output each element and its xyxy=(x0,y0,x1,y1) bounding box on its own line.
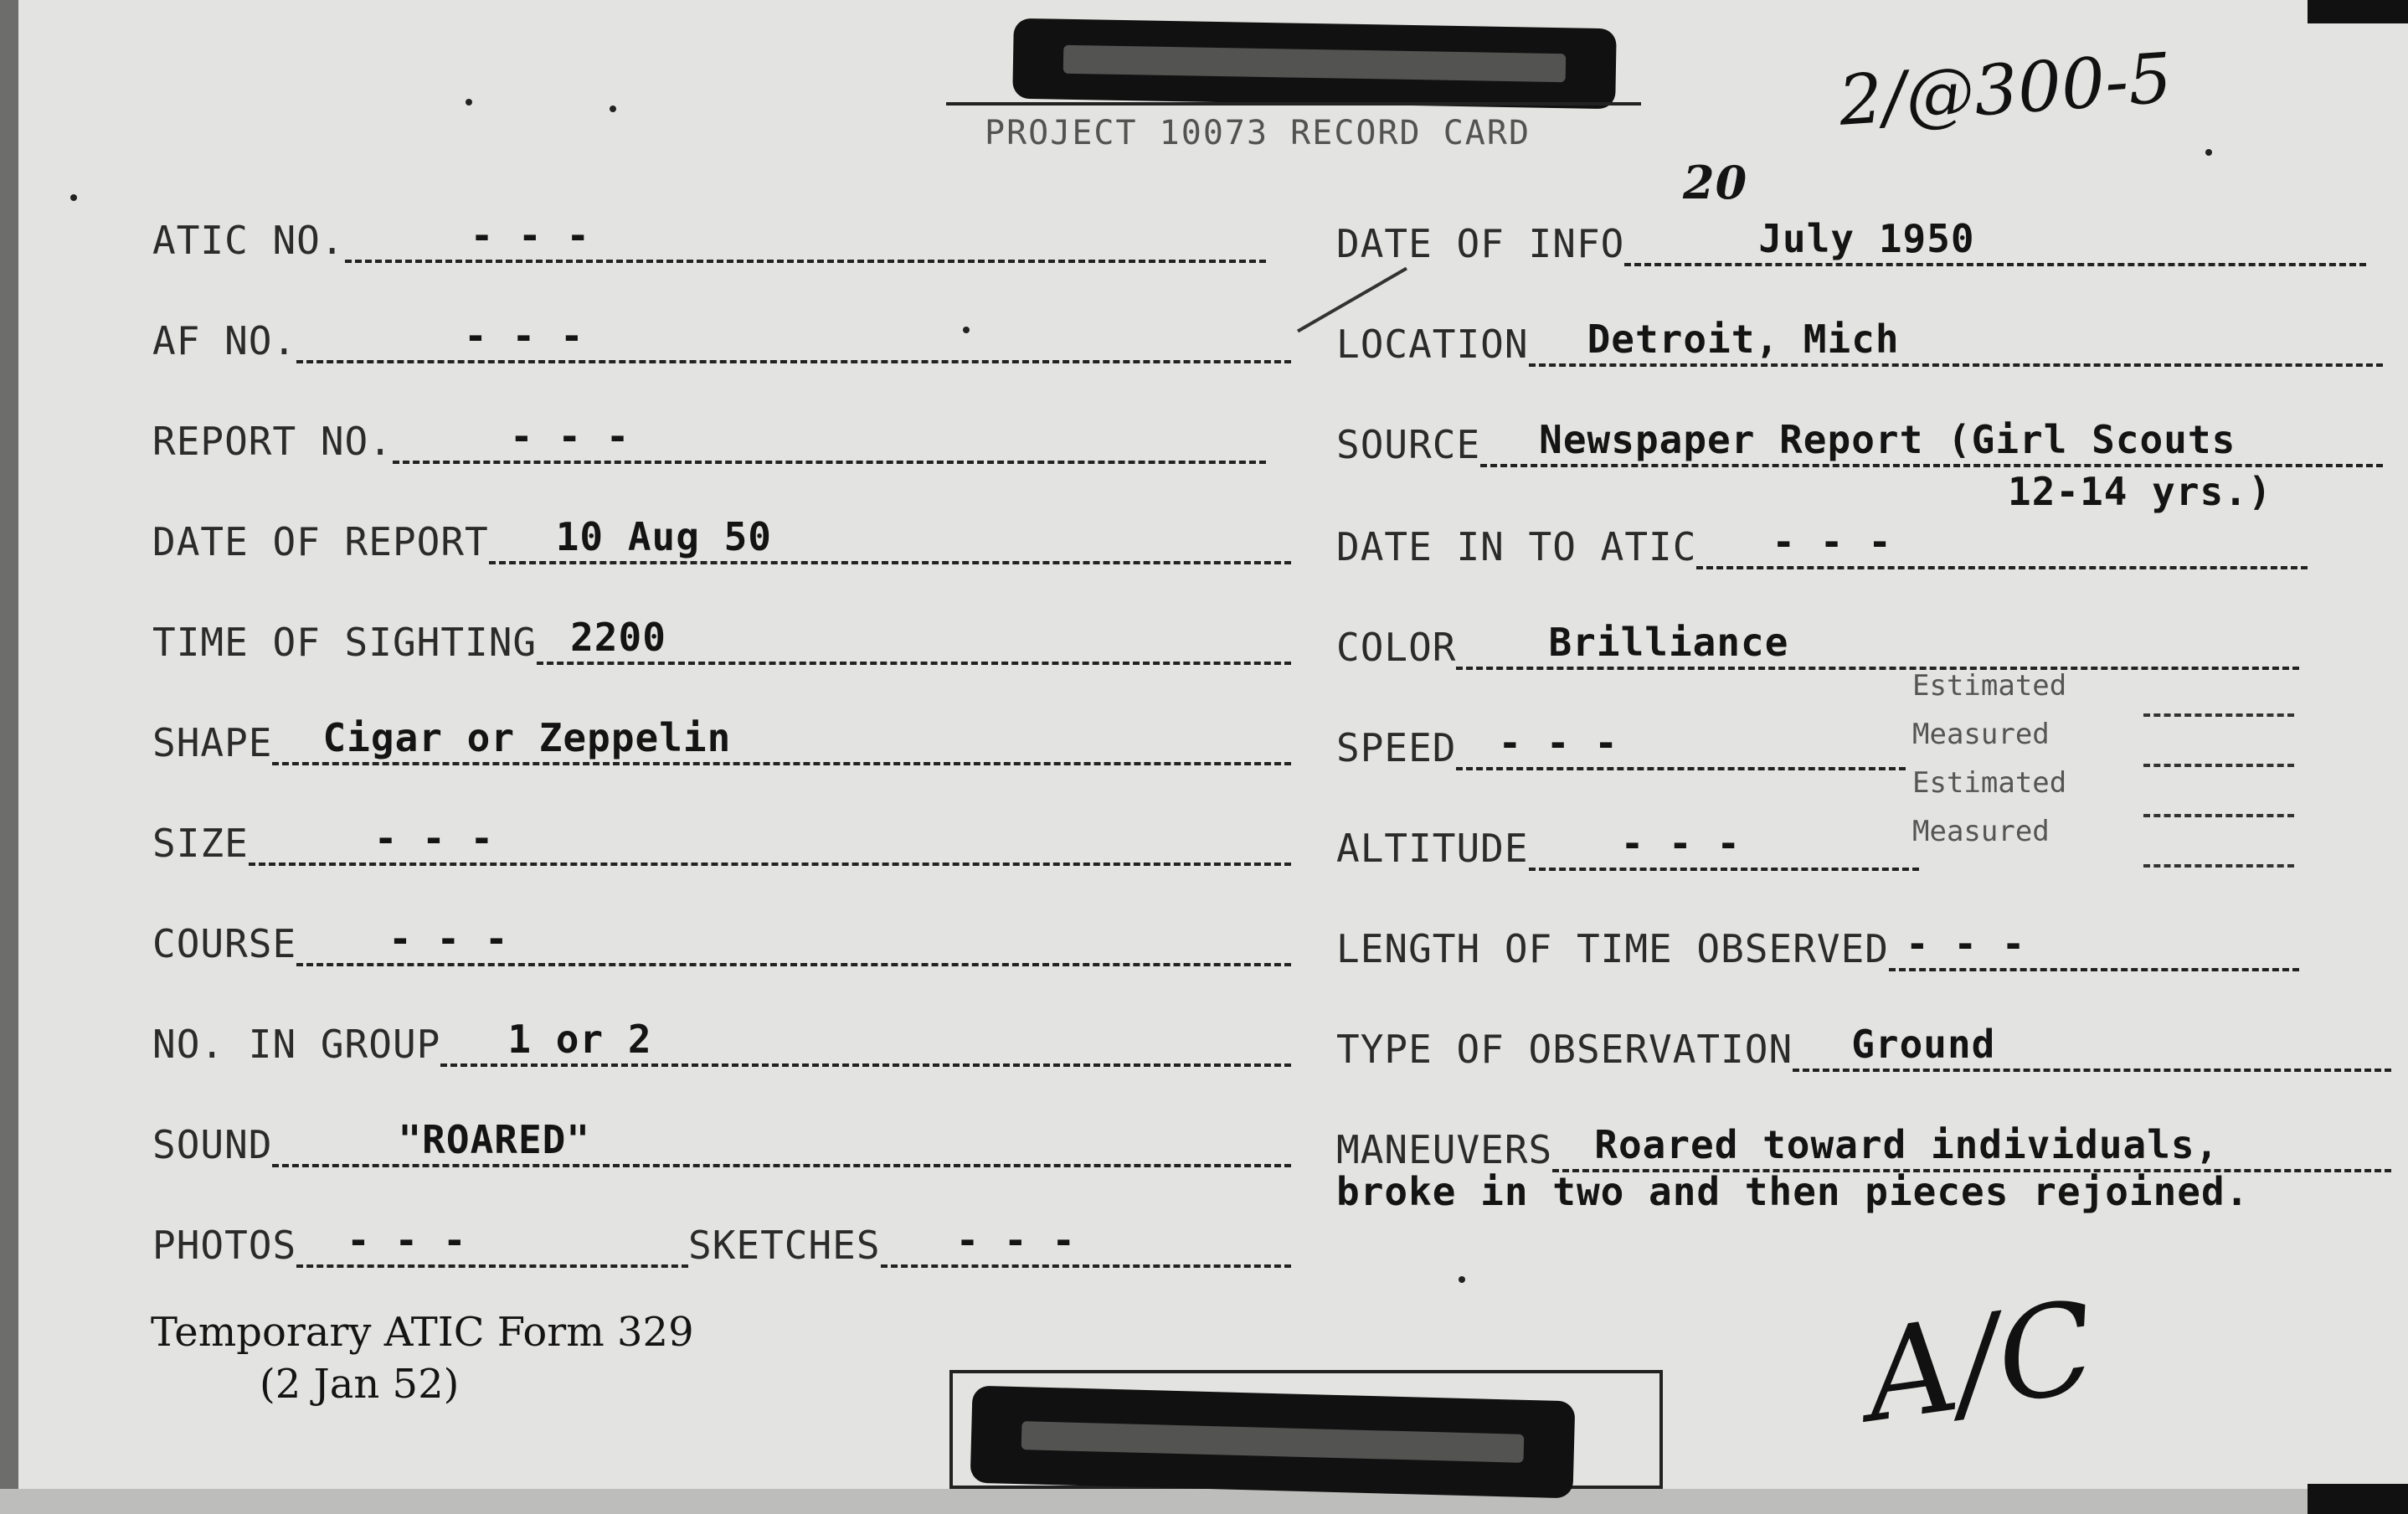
field-label: MANEUVERS xyxy=(1336,1127,1553,1172)
qualifier-measured: Measured xyxy=(1912,718,2050,751)
field-sound xyxy=(152,1115,1291,1167)
field-speed xyxy=(1336,718,1906,770)
qualifier-blank xyxy=(2143,764,2294,767)
field-label: SIZE xyxy=(152,821,249,866)
handwritten-file-number: 2/@300-5 xyxy=(1836,39,2175,142)
header-rule xyxy=(946,102,1641,106)
field-label: SOUND xyxy=(152,1122,273,1167)
field-shape xyxy=(152,713,1291,765)
field-label: SKETCHES xyxy=(688,1223,881,1268)
field-source-continued: 12-14 yrs.) xyxy=(2008,469,2272,514)
field-label: DATE OF REPORT xyxy=(152,519,489,564)
field-value: "ROARED" xyxy=(272,1117,1291,1167)
corner-mark xyxy=(2308,0,2408,23)
field-atic-no xyxy=(152,211,1266,263)
field-value: - - - xyxy=(881,1218,1291,1268)
field-value: - - - xyxy=(1889,921,2299,971)
date-of-info-correction: 20 xyxy=(1683,156,1748,209)
corner-mark xyxy=(2308,1484,2408,1514)
field-time-of-sighting xyxy=(152,613,1291,665)
field-label: DATE OF INFO xyxy=(1336,221,1625,266)
speck xyxy=(466,99,472,106)
field-label: TYPE OF OBSERVATION xyxy=(1336,1027,1793,1072)
field-report-no xyxy=(152,412,1266,464)
qualifier-estimated: Estimated xyxy=(1912,766,2067,800)
field-label: SOURCE xyxy=(1336,422,1481,467)
field-value: - - - xyxy=(296,1218,688,1268)
field-value: Ground xyxy=(1793,1022,2391,1072)
redacted-classification-stamp xyxy=(1012,18,1617,110)
field-label: SPEED xyxy=(1336,725,1457,770)
project-record-card-title: PROJECT 10073 RECORD CARD xyxy=(985,114,1531,152)
field-value: - - - xyxy=(393,414,1266,464)
field-value: Newspaper Report (Girl Scouts xyxy=(1480,417,2383,467)
speck xyxy=(963,327,970,333)
field-date-of-info xyxy=(1336,214,2366,266)
qualifier-blank xyxy=(2143,814,2294,817)
field-label: NO. IN GROUP xyxy=(152,1022,441,1067)
redacted-classification-stamp xyxy=(970,1386,1576,1499)
field-no-in-group xyxy=(152,1015,1291,1067)
field-af-no xyxy=(152,312,1291,363)
card-left-edge xyxy=(0,0,18,1514)
speck xyxy=(70,194,77,201)
field-value: July 1950 xyxy=(1624,216,2366,266)
form-date: (2 Jan 52) xyxy=(260,1361,460,1408)
field-value: Brilliance xyxy=(1456,620,2299,670)
field-label: ATIC NO. xyxy=(152,218,345,263)
field-label: ALTITUDE xyxy=(1336,826,1529,871)
qualifier-blank xyxy=(2143,864,2294,868)
field-type-of-observation xyxy=(1336,1020,2391,1072)
field-label: TIME OF SIGHTING xyxy=(152,620,538,665)
form-number: Temporary ATIC Form 329 xyxy=(151,1309,694,1356)
field-value: - - - xyxy=(1529,821,1919,871)
field-date-of-report xyxy=(152,512,1291,564)
field-value: 2200 xyxy=(537,615,1291,665)
field-value: - - - xyxy=(296,313,1291,363)
speed-altitude-qualifiers xyxy=(1912,662,2066,856)
handwritten-initials: A/C xyxy=(1856,1274,2104,1451)
field-value: Roared toward individuals, xyxy=(1552,1122,2391,1172)
redaction-ghost-text xyxy=(1063,45,1567,82)
field-label: LOCATION xyxy=(1336,322,1529,367)
redaction-ghost-text xyxy=(1021,1421,1525,1463)
field-value: Detroit, Mich xyxy=(1529,317,2383,367)
card-bottom-edge xyxy=(0,1489,2408,1514)
field-altitude xyxy=(1336,819,1919,871)
field-sketches xyxy=(688,1216,1291,1268)
field-label: REPORT NO. xyxy=(152,419,393,464)
field-label: COLOR xyxy=(1336,625,1457,670)
field-maneuvers xyxy=(1336,1120,2391,1172)
field-label: COURSE xyxy=(152,921,297,966)
qualifier-measured: Measured xyxy=(1912,815,2050,848)
field-photos xyxy=(152,1216,688,1268)
field-label: DATE IN TO ATIC xyxy=(1336,524,1697,569)
speck xyxy=(610,106,616,112)
field-label: SHAPE xyxy=(152,720,273,765)
field-color xyxy=(1336,618,2299,670)
speck xyxy=(1459,1276,1465,1283)
field-value: - - - xyxy=(1696,519,2308,569)
qualifier-estimated: Estimated xyxy=(1912,669,2067,703)
field-label: LENGTH OF TIME OBSERVED xyxy=(1336,926,1889,971)
field-value: - - - xyxy=(296,916,1291,966)
field-location xyxy=(1336,315,2383,367)
field-value: Cigar or Zeppelin xyxy=(272,715,1291,765)
field-label: PHOTOS xyxy=(152,1223,297,1268)
field-value: - - - xyxy=(249,816,1291,866)
field-label: AF NO. xyxy=(152,318,297,363)
field-value: 10 Aug 50 xyxy=(489,514,1291,564)
field-length-of-time-observed xyxy=(1336,919,2299,971)
form-footer xyxy=(151,1306,694,1410)
field-source xyxy=(1336,415,2383,467)
field-maneuvers-continued: broke in two and then pieces rejoined. xyxy=(1336,1169,2250,1214)
field-size xyxy=(152,814,1291,866)
field-value: 1 or 2 xyxy=(440,1017,1291,1067)
field-value: - - - xyxy=(1456,720,1906,770)
field-course xyxy=(152,914,1291,966)
qualifier-blank xyxy=(2143,713,2294,717)
field-value: - - - xyxy=(345,213,1266,263)
speck xyxy=(2205,149,2212,156)
field-date-in-to-atic xyxy=(1336,518,2308,569)
